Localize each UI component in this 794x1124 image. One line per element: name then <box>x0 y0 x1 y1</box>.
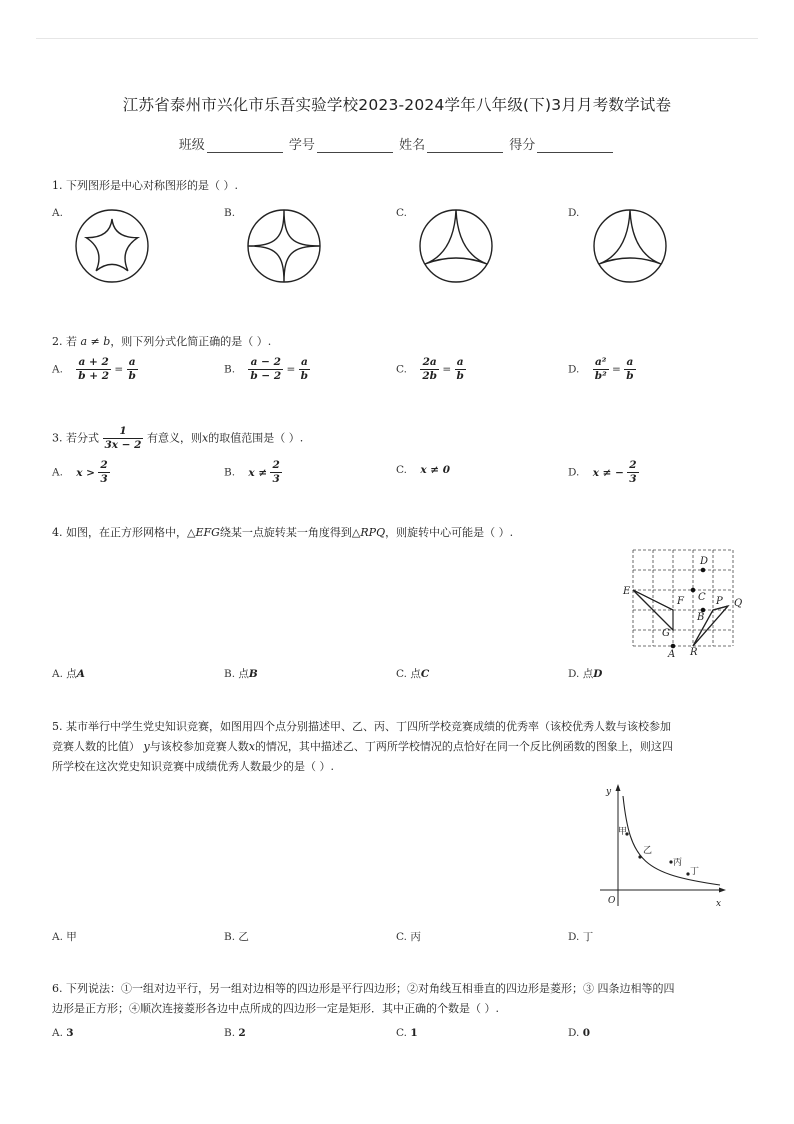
class-blank[interactable] <box>207 138 283 153</box>
score-blank[interactable] <box>537 138 613 153</box>
class-label: 班级 <box>178 138 205 153</box>
q3-b-frac: $\frac{2}{3}$ <box>272 459 280 485</box>
q2-stem-a: 2. 若 <box>52 335 81 348</box>
q2-option-b[interactable] <box>224 356 310 383</box>
q5-opt-text-d: 丁 <box>582 931 594 943</box>
q6-opt-label-a: A. <box>52 1027 63 1039</box>
q2-a-eq: = <box>114 363 124 376</box>
q5-opt-text-b: 乙 <box>238 931 249 943</box>
q3-b-pre: x ≠ <box>248 466 268 479</box>
q5-label-jia: 甲 <box>618 827 628 837</box>
q2-label-b: B. <box>224 363 236 376</box>
q4-label-f: F <box>677 596 684 607</box>
q2-stem-math: a ≠ b <box>80 335 111 348</box>
q4-opt-pt-d: D <box>593 668 603 680</box>
q6-opt-text-c: 1 <box>410 1027 418 1039</box>
q5-opt-label-c: C. <box>396 931 407 943</box>
q3-option-d[interactable] <box>568 459 639 486</box>
q6-option-a[interactable] <box>52 1027 74 1039</box>
q5-label-yi: 乙 <box>643 846 653 856</box>
q3-var: x <box>201 431 209 445</box>
q4-label-g: G <box>662 628 670 639</box>
q5-line2-c: 的情况，其中描述乙、丁两所学校情况的点恰好在同一个反比例函数的图象上，则这四 <box>254 740 673 753</box>
q1-label-a: A. <box>52 207 63 219</box>
q5-line2-x: x <box>248 740 255 753</box>
q5-label-ding: 丁 <box>690 867 700 877</box>
q3-a-pre: x > <box>76 466 95 479</box>
q2-c-right-frac: $\frac{a}{b}$ <box>456 356 464 382</box>
q1-stem: 1. 下列图形是中心对称图形的是（ ）. <box>52 179 238 192</box>
name-blank[interactable] <box>427 138 503 153</box>
q3-stem-frac: $\frac{1}{3x - 2}$ <box>104 425 142 451</box>
q3-label-b: B. <box>224 466 236 479</box>
q3-option-c[interactable] <box>396 464 450 476</box>
score-label: 得分 <box>509 138 536 153</box>
q5-x-arrow <box>719 888 726 893</box>
q1-label-c: C. <box>396 207 407 219</box>
q6-opt-text-a: 3 <box>66 1027 74 1039</box>
q5-option-d[interactable] <box>568 929 593 944</box>
q4-opt-text-c: 点 <box>410 668 421 680</box>
q1-figure-c <box>418 208 494 284</box>
q5-opt-text-a: 甲 <box>66 931 77 943</box>
q2-c-left-frac: $\frac{2a}{2b}$ <box>422 356 437 382</box>
q3-stem-a: 3. 若分式 <box>52 431 103 445</box>
q3-stem-b: 有意义，则 <box>143 431 202 445</box>
q6-line1: 6. 下列说法：①一组对边平行，另一组对边相等的四边形是平行四边形；②对角线互相垂直的四边形是菱形；③ 四条边相等的四 <box>52 982 675 995</box>
q5-opt-label-b: B. <box>224 931 236 943</box>
page-title: 江苏省泰州市兴化市乐吾实验学校2023-2024学年八年级(下)3月月考数学试卷 <box>122 96 672 114</box>
q2-label-c: C. <box>396 363 407 376</box>
q5-option-a[interactable] <box>52 929 77 944</box>
q2-option-a[interactable] <box>52 356 138 383</box>
q2-a-left-frac: $\frac{a + 2}{b + 2}$ <box>78 356 110 382</box>
q6-opt-label-c: C. <box>396 1027 407 1039</box>
q2-option-d[interactable] <box>568 356 636 383</box>
q5-line2 <box>52 737 752 757</box>
q5-curve <box>623 796 720 885</box>
q2-option-c[interactable] <box>396 356 466 383</box>
q5-label-bing: 丙 <box>673 858 683 868</box>
q4-opt-text-a: 点 <box>66 668 77 680</box>
q5-y-arrow <box>616 784 621 791</box>
q5-y-label: y <box>606 787 612 797</box>
q4-opt-label-b: B. <box>224 668 236 680</box>
q3-option-b[interactable] <box>224 459 282 486</box>
q3-a-frac: $\frac{2}{3}$ <box>100 459 108 485</box>
q2-d-eq: = <box>612 363 621 376</box>
q6-opt-text-b: 2 <box>238 1027 246 1039</box>
q4-label-b: B <box>697 612 705 623</box>
q4-points <box>671 568 706 649</box>
q4-label-r: R <box>690 647 698 658</box>
q4-option-a[interactable] <box>52 666 85 681</box>
q5-origin-label: O <box>608 896 616 906</box>
q4-opt-pt-c: C <box>420 668 430 680</box>
q4-option-b[interactable] <box>224 666 258 681</box>
q3-d-frac: $\frac{2}{3}$ <box>629 459 637 485</box>
q1-figure-a <box>74 208 150 284</box>
number-label: 学号 <box>288 138 315 153</box>
q6-opt-label-b: B. <box>224 1027 236 1039</box>
q5-stem <box>52 717 752 777</box>
q2-c-eq: = <box>442 363 452 376</box>
q4-label-d: D <box>700 556 709 567</box>
q4-opt-label-d: D. <box>568 668 580 680</box>
q4-grid-figure <box>620 544 760 660</box>
q4-stem-c: ，则旋转中心可能是（ ）. <box>385 526 514 539</box>
q2-a-right-frac: $\frac{a}{b}$ <box>128 356 136 382</box>
q4-label-c: C <box>698 592 706 603</box>
q5-point-yi <box>638 855 641 858</box>
q4-label-a: A <box>668 649 676 660</box>
q3-stem <box>52 425 303 452</box>
q1-figure-d <box>592 208 668 284</box>
q4-opt-text-b: 点 <box>238 668 249 680</box>
q4-label-p: P <box>716 596 723 607</box>
q6-opt-text-d: 0 <box>582 1027 591 1039</box>
q6-line2: 边形是正方形；④顺次连接菱形各边中点所成的四边形一定是矩形．其中正确的个数是（ ）. <box>52 1002 499 1015</box>
q3-option-a[interactable] <box>52 459 110 486</box>
q2-stem-b: ，则下列分式化简正确的是（ ）. <box>110 335 272 348</box>
q4-stem-b: 绕某一点旋转某一角度得到 <box>219 526 352 539</box>
q3-label-c: C. <box>396 464 407 476</box>
q4-opt-label-c: C. <box>396 668 407 680</box>
q4-tri1: △EFG <box>187 526 220 539</box>
q1-label-b: B. <box>224 207 236 219</box>
q4-opt-text-d: 点 <box>582 668 594 680</box>
q1-label-d: D. <box>568 207 580 219</box>
q4-stem <box>52 523 513 543</box>
q2-d-left-frac: $\frac{\text{a²}}{\text{b²}}$ <box>594 356 607 382</box>
q2-b-left-frac: $\frac{a - 2}{b - 2}$ <box>250 356 282 382</box>
q5-line2-a: 竞赛人数的比值） <box>52 740 144 753</box>
q3-d-pre: x ≠ − <box>592 466 624 479</box>
q4-label-e: E <box>623 586 631 597</box>
q5-option-b[interactable] <box>224 929 249 944</box>
q5-opt-label-d: D. <box>568 931 580 943</box>
q5-x-label: x <box>716 899 722 909</box>
q3-label-d: D. <box>568 466 580 479</box>
q6-option-b[interactable] <box>224 1027 246 1039</box>
q4-stem-a: 4. 如图，在正方形网格中， <box>52 526 187 539</box>
q5-line2-b: 与该校参加竞赛人数 <box>149 740 249 753</box>
q1-figure-b <box>246 208 322 284</box>
top-rule <box>36 38 758 39</box>
number-blank[interactable] <box>317 138 393 153</box>
q4-tri2: △RPQ <box>351 526 386 539</box>
q2-d-right-frac: $\frac{a}{b}$ <box>626 356 634 382</box>
q5-opt-label-a: A. <box>52 931 63 943</box>
q5-graph-figure <box>592 782 732 912</box>
name-label: 姓名 <box>399 138 426 153</box>
q6-opt-label-d: D. <box>568 1027 580 1039</box>
q2-b-eq: = <box>286 363 296 376</box>
q2-b-right-frac: $\frac{a}{b}$ <box>300 356 309 382</box>
q3-stem-c: 的取值范围是（ ）. <box>208 431 304 445</box>
q4-opt-pt-b: B <box>248 668 258 680</box>
q4-option-c[interactable] <box>396 666 429 681</box>
q5-line3: 所学校在这次党史知识竞赛中成绩优秀人数最少的是（ ）. <box>52 760 334 773</box>
q2-stem <box>52 332 271 352</box>
q6-option-d[interactable] <box>568 1027 590 1039</box>
q6-stem <box>52 979 752 1019</box>
q5-line1: 5. 某市举行中学生党史知识竞赛，如图用四个点分别描述甲、乙、丙、丁四所学校竞赛成绩的优秀率（该校优秀人数与该校参加 <box>52 720 671 733</box>
q4-opt-label-a: A. <box>52 668 63 680</box>
q2-label-a: A. <box>52 363 63 376</box>
q2-label-d: D. <box>568 363 580 376</box>
q4-opt-pt-a: A <box>76 668 85 680</box>
q5-opt-text-c: 丙 <box>410 931 421 943</box>
q3-c-pre: x ≠ 0 <box>420 464 451 476</box>
q5-option-c[interactable] <box>396 929 421 944</box>
q6-option-c[interactable] <box>396 1027 418 1039</box>
q4-label-q: Q <box>734 598 743 609</box>
q5-line2-y: y <box>143 740 150 753</box>
q4-option-d[interactable] <box>568 666 602 681</box>
student-info-line <box>0 134 794 153</box>
q3-label-a: A. <box>52 466 63 479</box>
